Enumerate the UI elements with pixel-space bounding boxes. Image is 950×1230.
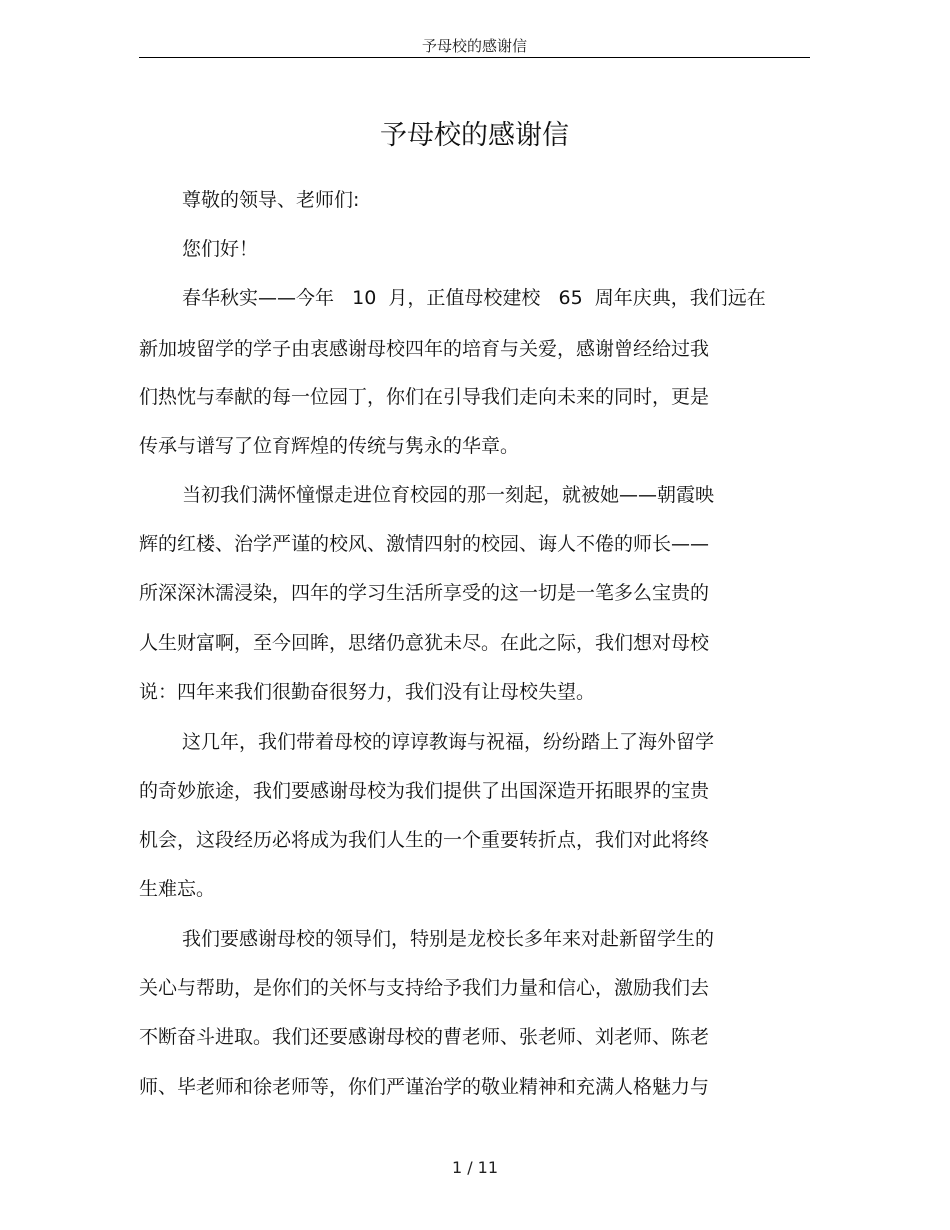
- body-line: 生难忘。: [139, 878, 216, 900]
- salutation-line: 尊敬的领导、老师们:: [182, 189, 360, 211]
- body-line: 当初我们满怀憧憬走进位育校园的那一刻起，就被她——朝霞映: [182, 484, 715, 506]
- header-divider: [139, 57, 810, 58]
- running-header: 予母校的感谢信: [421, 37, 527, 55]
- body-line: 的奇妙旅途，我们要感谢母校为我们提供了出国深造开拓眼界的宝贵: [139, 780, 710, 802]
- body-line: 关心与帮助，是你们的关怀与支持给予我们力量和信心，激励我们去: [139, 977, 710, 999]
- body-line: 所深深沐濡浸染，四年的学习生活所享受的这一切是一笔多么宝贵的: [139, 582, 710, 604]
- body-line: 们热忱与奉献的每一位园丁，你们在引导我们走向未来的同时，更是: [139, 386, 710, 408]
- body-line: 机会，这段经历必将成为我们人生的一个重要转折点，我们对此将终: [139, 829, 710, 851]
- body-line: 辉的红楼、治学严谨的校风、激情四射的校园、诲人不倦的师长——: [139, 533, 710, 555]
- body-line: 春华秋实——今年 10 月，正值母校建校 65 周年庆典，我们远在: [182, 287, 766, 309]
- body-line: 不断奋斗进取。我们还要感谢母校的曹老师、张老师、刘老师、陈老: [139, 1026, 710, 1048]
- body-line: 这几年，我们带着母校的谆谆教诲与祝福，纷纷踏上了海外留学: [182, 731, 715, 753]
- page-number: 1 / 11: [451, 1158, 499, 1177]
- document-title: 予母校的感谢信: [380, 120, 569, 151]
- body-line: 新加坡留学的学子由衷感谢母校四年的培育与关爱，感谢曾经给过我: [139, 338, 710, 360]
- body-line: 师、毕老师和徐老师等，你们严谨治学的敬业精神和充满人格魅力与: [139, 1076, 710, 1098]
- body-line: 人生财富啊，至今回眸，思绪仍意犹未尽。在此之际，我们想对母校: [139, 632, 710, 654]
- body-line: 传承与谱写了位育辉煌的传统与隽永的华章。: [139, 435, 520, 457]
- body-line: 我们要感谢母校的领导们，特别是龙校长多年来对赴新留学生的: [182, 928, 715, 950]
- body-line: 说：四年来我们很勤奋很努力，我们没有让母校失望。: [139, 681, 596, 703]
- greeting-line: 您们好！: [182, 238, 259, 260]
